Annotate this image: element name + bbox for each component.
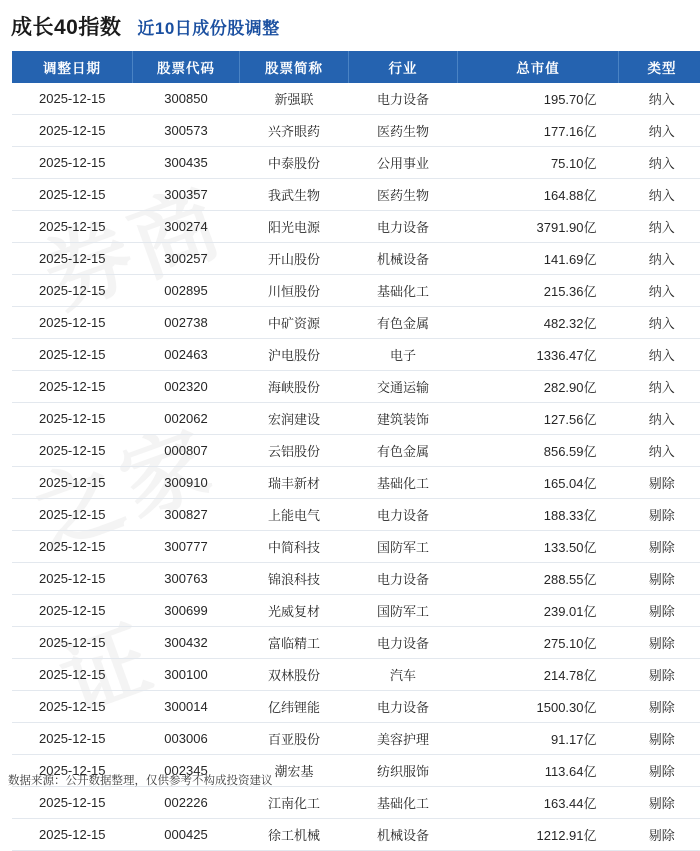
cell-name: 瑞丰新材 [240,467,349,499]
cell-name: 沪电股份 [240,339,349,371]
cell-code: 300827 [133,499,240,531]
cell-name: 宏润建设 [240,403,349,435]
page-title: 成长40指数 [11,11,121,41]
cell-date: 2025-12-15 [12,307,133,339]
cell-industry: 国防军工 [349,531,458,563]
cell-type: 剔除 [619,627,700,659]
table-row [12,339,700,371]
cell-marketcap: 177.16亿 [458,115,619,147]
cell-marketcap: 141.69亿 [458,243,619,275]
cell-name: 我武生物 [240,179,349,211]
cell-industry: 电力设备 [349,691,458,723]
cell-marketcap: 3791.90亿 [458,211,619,243]
cell-industry: 有色金属 [349,435,458,467]
cell-code: 300699 [133,595,240,627]
cell-type: 剔除 [619,563,700,595]
table-row [12,627,700,659]
cell-marketcap: 275.10亿 [458,627,619,659]
page-header [0,0,700,51]
cell-type: 纳入 [619,115,700,147]
cell-type: 纳入 [619,339,700,371]
cell-industry: 国防军工 [349,595,458,627]
cell-type: 剔除 [619,595,700,627]
cell-type: 纳入 [619,211,700,243]
cell-marketcap: 164.88亿 [458,179,619,211]
cell-name: 江南化工 [240,787,349,819]
cell-code: 300432 [133,627,240,659]
cell-name: 上能电气 [240,499,349,531]
cell-marketcap: 127.56亿 [458,403,619,435]
cell-date: 2025-12-15 [12,659,133,691]
cell-name: 锦浪科技 [240,563,349,595]
cell-code: 000425 [133,819,240,851]
cell-name: 富临精工 [240,627,349,659]
cell-marketcap: 113.64亿 [458,755,619,787]
cell-marketcap: 1500.30亿 [458,691,619,723]
cell-marketcap: 282.90亿 [458,371,619,403]
table-row [12,307,700,339]
cell-marketcap: 1336.47亿 [458,339,619,371]
cell-industry: 美容护理 [349,723,458,755]
table-row [12,467,700,499]
cell-date: 2025-12-15 [12,627,133,659]
cell-industry: 有色金属 [349,307,458,339]
cell-marketcap: 195.70亿 [458,83,619,115]
cell-industry: 电力设备 [349,83,458,115]
cell-code: 002062 [133,403,240,435]
cell-type: 纳入 [619,179,700,211]
cell-type: 剔除 [619,819,700,851]
cell-industry: 交通运输 [349,371,458,403]
cell-type: 剔除 [619,467,700,499]
table-row [12,211,700,243]
cell-type: 纳入 [619,83,700,115]
cell-date: 2025-12-15 [12,147,133,179]
cell-industry: 基础化工 [349,275,458,307]
cell-name: 双林股份 [240,659,349,691]
cell-industry: 电力设备 [349,211,458,243]
cell-type: 纳入 [619,147,700,179]
table-row [12,275,700,307]
cell-type: 纳入 [619,243,700,275]
cell-code: 300850 [133,83,240,115]
cell-name: 亿纬锂能 [240,691,349,723]
cell-date: 2025-12-15 [12,371,133,403]
cell-date: 2025-12-15 [12,531,133,563]
cell-name: 潮宏基 [240,755,349,787]
cell-date: 2025-12-15 [12,211,133,243]
cell-industry: 汽车 [349,659,458,691]
cell-name: 新强联 [240,83,349,115]
cell-type: 纳入 [619,403,700,435]
cell-code: 002895 [133,275,240,307]
table-header [12,51,700,83]
cell-type: 剔除 [619,659,700,691]
cell-name: 中泰股份 [240,147,349,179]
cell-date: 2025-12-15 [12,275,133,307]
cell-industry: 电力设备 [349,499,458,531]
cell-name: 兴齐眼药 [240,115,349,147]
cell-marketcap: 856.59亿 [458,435,619,467]
cell-name: 中简科技 [240,531,349,563]
table-row [12,787,700,819]
table-row [12,243,700,275]
cell-type: 纳入 [619,371,700,403]
cell-date: 2025-12-15 [12,691,133,723]
cell-date: 2025-12-15 [12,115,133,147]
footnote: 数据来源：公开数据整理，仅供参考不构成投资建议 [8,772,273,788]
cell-marketcap: 288.55亿 [458,563,619,595]
cell-date: 2025-12-15 [12,787,133,819]
table-row [12,723,700,755]
cell-date: 2025-12-15 [12,563,133,595]
table-row [12,563,700,595]
constituent-adjustment-table [12,51,700,851]
cell-industry: 基础化工 [349,787,458,819]
cell-code: 300357 [133,179,240,211]
cell-type: 剔除 [619,755,700,787]
column-header-industry: 行业 [349,51,458,83]
cell-name: 百亚股份 [240,723,349,755]
cell-name: 中矿资源 [240,307,349,339]
cell-code: 300274 [133,211,240,243]
cell-marketcap: 75.10亿 [458,147,619,179]
cell-code: 300573 [133,115,240,147]
cell-code: 300763 [133,563,240,595]
table-row [12,115,700,147]
cell-date: 2025-12-15 [12,755,133,787]
table-row [12,595,700,627]
column-header-name: 股票简称 [240,51,349,83]
cell-industry: 基础化工 [349,467,458,499]
cell-date: 2025-12-15 [12,595,133,627]
cell-industry: 机械设备 [349,243,458,275]
column-header-type: 类型 [619,51,700,83]
cell-name: 海峡股份 [240,371,349,403]
cell-code: 002320 [133,371,240,403]
cell-industry: 电力设备 [349,627,458,659]
cell-industry: 纺织服饰 [349,755,458,787]
cell-marketcap: 188.33亿 [458,499,619,531]
cell-marketcap: 239.01亿 [458,595,619,627]
table-row [12,531,700,563]
cell-industry: 机械设备 [349,819,458,851]
table-row [12,147,700,179]
cell-code: 002463 [133,339,240,371]
cell-name: 开山股份 [240,243,349,275]
cell-date: 2025-12-15 [12,243,133,275]
column-header-date: 调整日期 [12,51,133,83]
cell-code: 300435 [133,147,240,179]
cell-marketcap: 133.50亿 [458,531,619,563]
cell-industry: 电子 [349,339,458,371]
table-row [12,403,700,435]
table-header-row [12,51,700,83]
cell-type: 剔除 [619,499,700,531]
cell-type: 剔除 [619,691,700,723]
table-row [12,819,700,851]
cell-industry: 电力设备 [349,563,458,595]
cell-industry: 医药生物 [349,179,458,211]
cell-date: 2025-12-15 [12,435,133,467]
cell-marketcap: 163.44亿 [458,787,619,819]
column-header-marketcap: 总市值 [458,51,619,83]
cell-name: 阳光电源 [240,211,349,243]
cell-code: 002738 [133,307,240,339]
table-body [12,83,700,851]
table-row [12,179,700,211]
cell-type: 纳入 [619,275,700,307]
cell-industry: 建筑装饰 [349,403,458,435]
cell-date: 2025-12-15 [12,499,133,531]
cell-type: 纳入 [619,435,700,467]
cell-code: 002345 [133,755,240,787]
cell-code: 003006 [133,723,240,755]
cell-marketcap: 214.78亿 [458,659,619,691]
cell-marketcap: 215.36亿 [458,275,619,307]
table-row [12,691,700,723]
cell-marketcap: 482.32亿 [458,307,619,339]
cell-type: 剔除 [619,723,700,755]
cell-code: 300100 [133,659,240,691]
cell-date: 2025-12-15 [12,467,133,499]
cell-name: 川恒股份 [240,275,349,307]
cell-date: 2025-12-15 [12,83,133,115]
table-row [12,499,700,531]
cell-date: 2025-12-15 [12,403,133,435]
cell-date: 2025-12-15 [12,179,133,211]
cell-code: 300910 [133,467,240,499]
cell-date: 2025-12-15 [12,723,133,755]
cell-type: 纳入 [619,307,700,339]
cell-code: 300777 [133,531,240,563]
page-subtitle: 近10日成份股调整 [137,14,279,39]
table-row [12,83,700,115]
cell-code: 300257 [133,243,240,275]
cell-date: 2025-12-15 [12,339,133,371]
column-header-code: 股票代码 [133,51,240,83]
table-row [12,371,700,403]
cell-code: 300014 [133,691,240,723]
table-row [12,435,700,467]
cell-type: 剔除 [619,787,700,819]
cell-type: 剔除 [619,531,700,563]
cell-marketcap: 165.04亿 [458,467,619,499]
cell-marketcap: 91.17亿 [458,723,619,755]
cell-code: 002226 [133,787,240,819]
cell-name: 徐工机械 [240,819,349,851]
cell-code: 000807 [133,435,240,467]
cell-marketcap: 1212.91亿 [458,819,619,851]
cell-industry: 公用事业 [349,147,458,179]
cell-name: 光威复材 [240,595,349,627]
cell-name: 云铝股份 [240,435,349,467]
table-row [12,659,700,691]
cell-industry: 医药生物 [349,115,458,147]
cell-date: 2025-12-15 [12,819,133,851]
